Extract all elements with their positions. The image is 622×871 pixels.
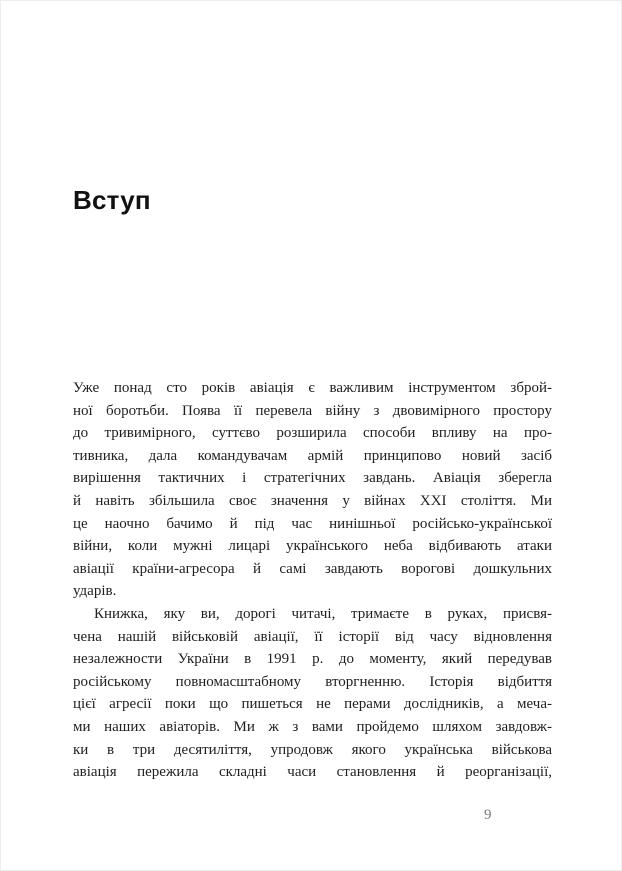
text-line: війни, коли мужні лицарі українського неба відбивають атаки bbox=[73, 538, 552, 555]
paragraph bbox=[73, 603, 552, 784]
paragraph bbox=[73, 377, 552, 603]
text-line: цієї агресії поки що пишеться не перами дослідників, а меча- bbox=[73, 696, 552, 713]
text-line: до тривимірного, суттєво розширила способи впливу на про- bbox=[73, 425, 552, 442]
text-line: ударів. bbox=[73, 583, 117, 600]
text-line: це наочно бачимо й під час нинішньої російсько-української bbox=[73, 515, 552, 532]
text-line: російському повномасштабному вторгненню. Історія відбиття bbox=[73, 673, 552, 690]
text-line: й навіть збільшила своє значення у війнах XXI століття. Ми bbox=[73, 492, 552, 509]
text-line: вирішення тактичних і стратегічних завдань. Авіація зберегла bbox=[73, 470, 552, 487]
text-line: ки в три десятиліття, упродовж якого українська військова bbox=[73, 741, 552, 758]
text-block bbox=[73, 377, 552, 784]
text-line: ної боротьби. Поява її перевела війну з двовимірного простору bbox=[73, 402, 552, 419]
text-line: чена нашій військовій авіації, її історії від часу відновлення bbox=[73, 628, 552, 645]
text-line: Книжка, яку ви, дорогі читачі, тримаєте в руках, присвя- bbox=[94, 605, 552, 622]
text-line: авіації країни-агресора й самі завдають ворогові дошкульних bbox=[73, 560, 552, 577]
text-line: Уже понад сто років авіація є важливим інструментом зброй- bbox=[73, 380, 552, 396]
text-line: тивника, дала командувачам армій принципово новий засіб bbox=[73, 447, 552, 464]
text-line: незалежности України в 1991 р. до моменту, який передував bbox=[73, 651, 552, 668]
page-number: 9 bbox=[484, 807, 492, 823]
text-line: ми наших авіаторів. Ми ж з вами пройдемо шляхом завдовж- bbox=[73, 718, 552, 735]
text-line: авіація пережила складні часи становлення й реорганізації, bbox=[73, 764, 552, 781]
chapter-heading: Вступ bbox=[73, 185, 151, 215]
